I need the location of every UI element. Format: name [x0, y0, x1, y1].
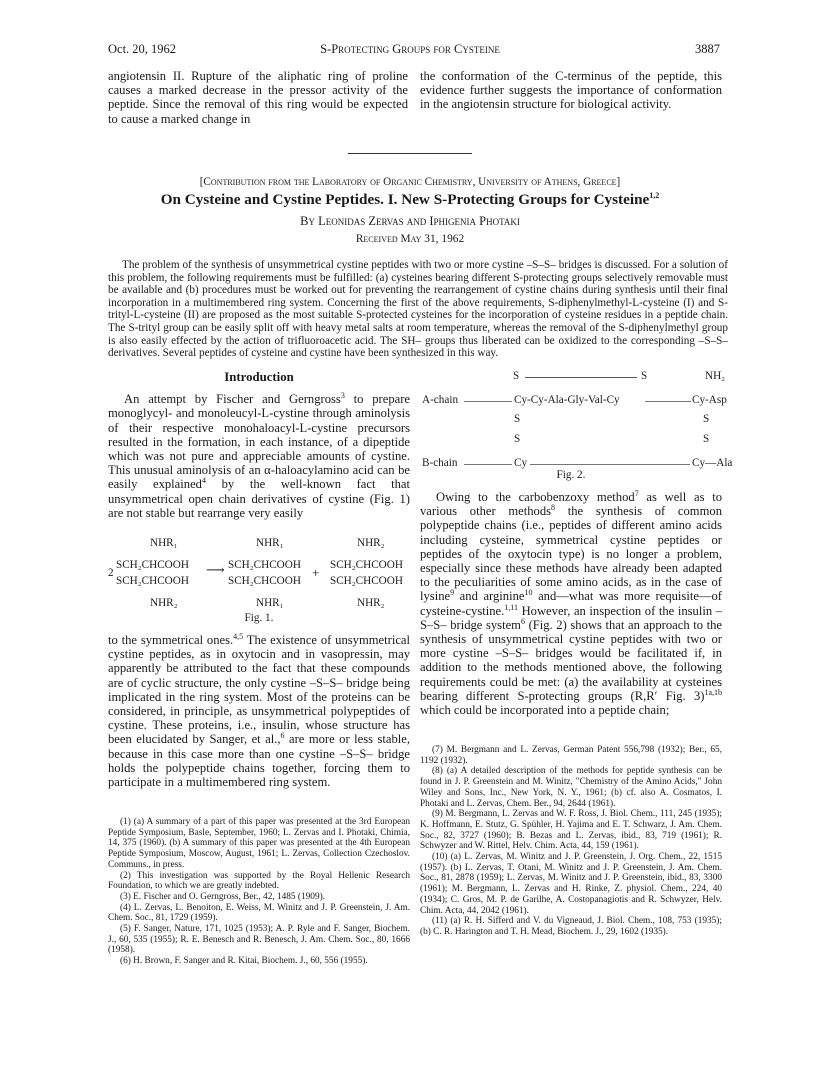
byline: By Leonidas Zervas and Iphigenia Photaki: [300, 214, 520, 228]
fig1-r1-b: NHR₁: [256, 537, 284, 549]
footnote-3: (3) E. Fischer and O. Gerngross, Ber., 42, 1485 (1909).: [120, 891, 326, 902]
ref-6: 6: [280, 731, 285, 741]
footnote-4: (4) L. Zervas, L. Benoiton, E. Weiss, M. Winitz and J. P. Greenstein, J. Am. Chem. Soc., 81, 1729 (1959).: [108, 902, 410, 924]
fig2-b-chain-label: B-chain: [422, 457, 458, 469]
fig1-chain-6: SCH₂CHCOOH: [330, 575, 403, 587]
ref-7: 7: [634, 488, 639, 498]
article-title: [0, 191, 820, 209]
intro-p1-b: to prepare monoglycyl- and monoleucyl-L-cystine through aminolysis of their respective monohaloacyl-L-cystine precursors resulted in the formation, in each instance, of a dipeptide which was not pure and appreciable amounts of cystine. This unusual aminolysis of an α-haloacylamino acid can be easily explained: [108, 392, 410, 492]
fig1-r2-b: NHR₂: [150, 597, 178, 609]
intro-paragraph-2: [108, 633, 410, 789]
ref-10: 10: [524, 588, 533, 598]
fig1-chain-5: SCH₂CHCOOH: [228, 575, 301, 587]
right-paragraph: [420, 490, 722, 717]
running-title: S-Protecting Groups for Cysteine: [320, 42, 500, 56]
ref-4: 4: [201, 476, 206, 486]
rp-e: and—what was more requisite—of cysteine-cystine.: [420, 589, 722, 618]
ref-9: 9: [450, 588, 455, 598]
intro-p2-c: are more or less stable, because in this case more than one cystine –S–S– bridge holds the polypeptide chains together, forcing them to participate in a multimembered ring system.: [108, 732, 410, 790]
abstract-text: The problem of the synthesis of unsymmetrical cystine peptides with two or more cystine –S–S– bridges is discussed. For a solution of this problem, the following requirements must be fulfilled: (a) cysteines bearing different S-protecting groups selectively removable must be available and (b) procedures must be worked out for preventing the rearrangement of cystine chains during synthesis until their final incorporation in a multimembered ring system. Concerning the first of the above requirements, S-diphenylmethyl-L-cysteine (I) and S-trityl-L-cysteine (II) are proposed as the most suitable S-protected cysteines for the incorporation of cysteine residues in a peptide chain. The S-trityl group can be easily split off with heavy metal salts at room temperature, whereas the removal of the S-diphenylmethyl group is also easily effected by the action of trifluoroacetic acid. The SH– groups thus liberated can be oxidized to the corresponding –S–S– derivatives. Several peptides of cysteine and cystine have been synthesized in this way.: [108, 259, 728, 360]
fig2-mid-s3: S: [514, 433, 521, 445]
fig2-top-s1: S: [513, 370, 520, 382]
fig1-chain-3: SCH₂CHCOOH: [330, 559, 403, 571]
intro-paragraph-1: [108, 392, 410, 520]
continuation-left: [108, 69, 408, 126]
fig2-mid-s4: S: [703, 433, 710, 445]
footnote-8: (8) (a) A detailed description of the methods for peptide synthesis can be found in J. P. Greenstein and M. Winitz, "Chemistry of the Amino Acids," John Wiley and Sons, Inc., New York, N. Y., 1961; (b) cf. also A. Cosmatos, I. Photaki and L. Zervas, Chem. Ber., 94, 2644 (1961).: [420, 766, 722, 809]
left-column-continued: [108, 633, 410, 789]
fig2-a-chain-line-1: [464, 401, 512, 402]
fig2-caption: Fig. 2.: [556, 469, 586, 481]
rp-h: which could be incorporated into a peptide chain;: [420, 703, 670, 718]
footnote-5: (5) F. Sanger, Nature, 171, 1025 (1953); A. P. Ryle and F. Sanger, Biochem. J., 60, 535 (1955); R. E. Benesch and R. Benesch, J. Am. Chem. Soc., 80, 1666 (1958).: [108, 924, 410, 956]
received-date: Received May 31, 1962: [355, 233, 465, 245]
intro-p2-b: The existence of unsymmetrical cystine peptides, as in oxytocin and in vasopressin, may apparently be attributed to the fact that these compounds are of cyclic structure, the only cystine –S–S– bridge being implicated in the ring system. Most of the proteins can be considered, in principle, as unsymmetrical polypeptides of cystine. These proteins, i.e., insulin, whose structure has been elucidated by Sanger, et al.,: [108, 633, 411, 747]
section-heading-introduction: Introduction: [224, 370, 294, 384]
fig2-top-nh2: NH₂: [705, 370, 726, 382]
header-date: Oct. 20, 1962: [108, 42, 177, 56]
fig2-a-chain-label: A-chain: [422, 394, 459, 406]
fig1-arrow: ⟶: [206, 562, 225, 577]
fig1-r2-a: NHR₂: [357, 537, 385, 549]
fig1-r1-c: NHR₁: [256, 597, 284, 609]
rp-d: and arginine: [454, 589, 525, 604]
fig2-mid-s1: S: [514, 413, 521, 425]
footnote-10: (10) (a) L. Zervas, M. Winitz and J. P. Greenstein, J. Org. Chem., 22, 1515 (1957). (b) L. Zervas, T. Otani, M. Winitz and J. P. Greenstein, J. Am. Chem. Soc., 81, 2878 (1959); L. Zervas, M. Winitz and J. P. Greenstein, ibid., 83, 3300 (1961); M. Bergmann, L. Zervas and H. Rinke, Z. physiol. Chem., 224, 40 (1934); C. Gros, M. P. de Garilhe, A. Costopanagiotis and R. Schwyzer, Helv. Chim. Acta, 44, 2042 (1961).: [420, 852, 722, 916]
continuation-right-text: the conformation of the C-terminus of the peptide, this evidence further suggests the importance of conformation in the angiotensin structure for biological activity.: [420, 69, 722, 112]
fig1-r2-c: NHR₂: [357, 597, 385, 609]
fig1-chain-2: SCH₂CHCOOH: [228, 559, 301, 571]
ref-1-11: 1,11: [504, 602, 518, 612]
footnote-11: (11) (a) R. H. Sifferd and V. du Vigneaud, J. Biol. Chem., 108, 753 (1935); (b) C. R. Harington and T. H. Mead, Biochem. J., 29, 1602 (1935).: [420, 916, 722, 937]
fig1-chain-4: SCH₂CHCOOH: [116, 575, 189, 587]
ref-6b: 6: [520, 616, 525, 626]
right-column: [420, 490, 722, 717]
contribution-line: [Contribution from the Laboratory of Organic Chemistry, University of Athens, Greece]: [199, 176, 621, 188]
fig2-b-chain-line-2: [530, 464, 690, 465]
rp-f: However, an inspection of the insulin –S–S– bridge system: [420, 603, 722, 632]
rp-b: as well as to various other methods: [420, 490, 722, 519]
fig2-b-chain-cy: Cy: [514, 457, 528, 469]
fig2-b-chain-end: Cy—Ala: [692, 457, 733, 469]
footnote-1: (1) (a) A summary of a part of this paper was presented at the 3rd European Peptide Symposium, Basle, September, 1960; L. Zervas and I. Photaki, Chimia, 14, 375 (1960). (b) A summary of this paper was presented at the 4th European Peptide Symposium, Moscow, August, 1961; L. Zervas, Collection Czechoslov. Communs., in press.: [108, 817, 410, 870]
section-divider: [348, 153, 472, 154]
ref-3: 3: [340, 391, 345, 401]
fig1-plus: +: [312, 565, 320, 580]
page-number: 3887: [695, 42, 720, 56]
left-column: [108, 370, 410, 520]
fig1-r1-a: NHR₁: [150, 537, 178, 549]
abstract: [108, 259, 728, 360]
continuation-right: [420, 69, 722, 112]
fig2-mid-s2: S: [703, 413, 710, 425]
footnotes-left: [108, 817, 410, 967]
fig2-top-bridge: [525, 377, 637, 378]
footnote-9: (9) M. Bergmann, L. Zervas and W. F. Ross, J. Biol. Chem., 111, 245 (1935); K. Hoffmann, E. Stutz, G. Spühler, H. Yajima and E. T. Schwarz, J. Am. Chem. Soc., 82, 3727 (1960); B. Bezas and L. Zervas, ibid., 83, 719 (1961); R. Schwyzer and W. Rittel, Helv. Chim. Acta, 44, 159 (1961).: [420, 809, 722, 852]
fig2-a-chain-line-2: [645, 401, 691, 402]
continuation-left-text: angiotensin II. Rupture of the aliphatic ring of proline causes a marked decrease in the pressor activity of the peptide. Since the removal of this ring would be expected to cause a marked change in: [108, 69, 408, 126]
article-title-text: On Cysteine and Cystine Peptides. I. New S-Protecting Groups for Cysteine: [160, 191, 650, 208]
fig2-a-chain-end: Cy-Asp: [692, 394, 727, 406]
rp-a: Owing to the carbobenzoxy method: [436, 490, 635, 504]
fig1-chain-1: SCH₂CHCOOH: [116, 559, 189, 571]
fig2-b-chain-line-1: [464, 464, 512, 465]
ref-1a-1b: 1a,1b: [704, 687, 722, 697]
ref-4-5: 4,5: [233, 631, 244, 641]
footnote-7: (7) M. Bergmann and L. Zervas, German Patent 556,798 (1932); Ber., 65, 1192 (1932).: [420, 745, 722, 766]
intro-p1-c: by the well-known fact that unsymmetrical open chain derivatives of cystine (Fig. 1) are not stable but rearrange very easily: [108, 477, 411, 520]
footnotes-right: [420, 745, 722, 938]
title-footnote-ref: 1,2: [649, 190, 660, 200]
rp-g: (Fig. 2) shows that an approach to the synthesis of unsymmetrical cystine peptides with two or more cystine –S–S– bridges would be facilitated if, in addition to the methods mentioned above, the following requirements could be met: (a) the availability at cysteines bearing different S-protecting groups (R,R′ Fig. 3): [420, 617, 722, 703]
rp-c: the synthesis of common polypeptide chains (i.e., peptides of different amino acids including cysteine, symmetrical cystine peptides or peptides of the oxytocin type) is no longer a problem, especially since these methods have already been adapted to the peculiarities of some amino acids, as in the case of lysine: [420, 504, 722, 604]
footnote-6: (6) H. Brown, F. Sanger and R. Kitai, Biochem. J., 60, 556 (1955).: [120, 956, 368, 967]
intro-p2-a: to the symmetrical ones.: [108, 633, 234, 647]
footnote-2: (2) This investigation was supported by the Royal Hellenic Research Foundation, to which we are greatly indebted.: [108, 870, 410, 892]
intro-p1-a: An attempt by Fischer and Gerngross: [124, 392, 341, 407]
fig2-a-chain-sequence: Cy-Cy-Ala-Gly-Val-Cy: [514, 394, 620, 406]
fig2-top-s2: S: [641, 370, 648, 382]
fig1-coefficient: 2: [108, 567, 114, 579]
fig1-caption: Fig. 1.: [244, 612, 274, 624]
ref-8: 8: [551, 503, 556, 513]
